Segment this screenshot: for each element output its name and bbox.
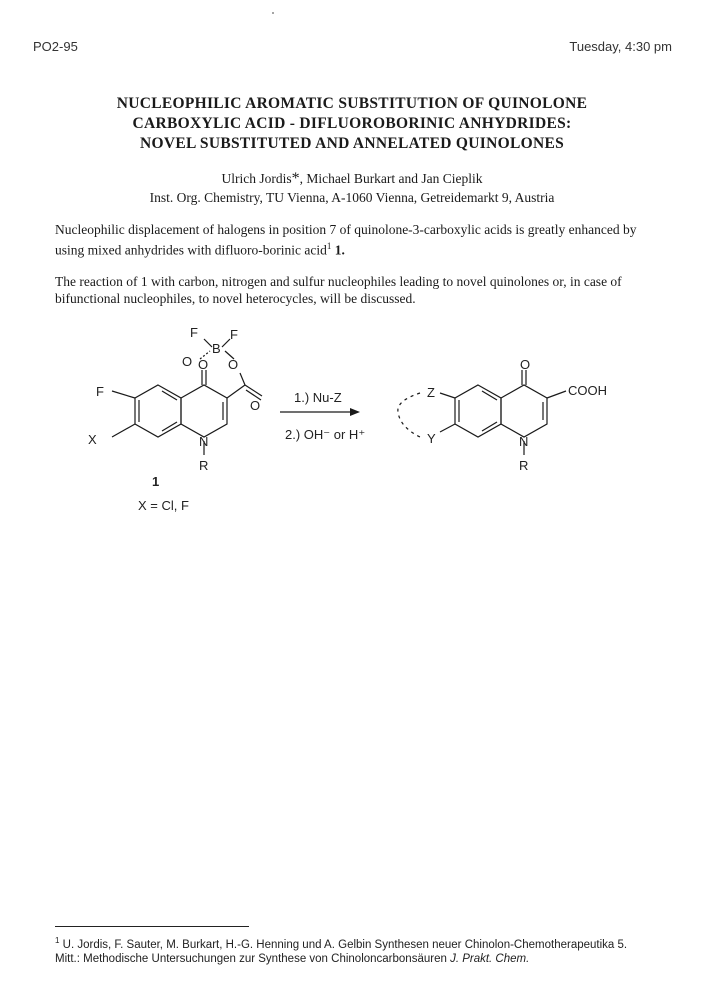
reaction-arrow (280, 408, 360, 416)
scan-speck (272, 12, 274, 14)
product-COOH-label: COOH (568, 383, 607, 398)
condition-step-2: 2.) OH⁻ or H⁺ (285, 427, 366, 442)
reactant-benzene-ring (135, 385, 181, 437)
title-line-2: CARBOXYLIC ACID - DIFLUOROBORINIC ANHYDRIDES: (132, 115, 572, 132)
reactant-keto-O-label: O (198, 357, 209, 372)
session-time: Tuesday, 4:30 pm (569, 39, 672, 54)
footnote (55, 934, 655, 966)
product-N-label: N (519, 434, 529, 449)
boron-F2-label: F (230, 327, 238, 342)
boron-label: B (212, 341, 221, 356)
product-Z-label: Z (427, 385, 435, 400)
reactant-F-label: F (96, 384, 104, 399)
author-list (0, 169, 704, 188)
author-jordis: Ulrich Jordis (221, 171, 292, 186)
footnote-text: U. Jordis, F. Sauter, M. Burkart, H.-G. Henning und A. Gelbin Synthesen neuer Chinolon-Chemotherapeutika 5. Mitt.: Methodische Untersuchungen zur Synthese von Chinoloncarbonsäuren (55, 938, 628, 965)
annelation-arc (398, 393, 420, 437)
footnote-journal: J. Prakt. Chem. (450, 952, 530, 965)
reactant-N-label: N (199, 434, 209, 449)
corresponding-star: * (291, 170, 300, 187)
abstract-p1-text: Nucleophilic displacement of halogens in position 7 of quinolone-3-carboxylic acids is greatly enhanced by using mixed anhydrides with difluoro-borinic acid (55, 222, 637, 258)
reactant-chelate-O-label: O (182, 354, 193, 369)
reactant-pyridone-ring (181, 385, 227, 437)
author-others: , Michael Burkart and Jan Cieplik (299, 171, 483, 186)
product-pyridone-ring (501, 385, 547, 437)
reaction-scheme (0, 315, 704, 520)
compound-number: 1 (152, 474, 160, 489)
footnote-marker: 1 (55, 936, 60, 945)
abstract-paragraph-2: The reaction of 1 with carbon, nitrogen and sulfur nucleophiles leading to novel quinolones or, in case of bifunctional nucleophiles, to novel heterocycles, will be discussed. (55, 274, 622, 306)
product-O-label: O (520, 357, 531, 372)
footnote-rule (55, 926, 249, 927)
reactant-ester-O-label: O (228, 357, 239, 372)
reactant-X-label: X (88, 432, 97, 447)
ref-marker: 1 (326, 241, 332, 251)
product-structure (398, 370, 566, 455)
affiliation: Inst. Org. Chemistry, TU Vienna, A-1060 Vienna, Getreidemarkt 9, Austria (149, 190, 555, 205)
product-benzene-ring (455, 385, 501, 437)
condition-step-1: 1.) Nu-Z (294, 390, 342, 405)
poster-code: PO2-95 (33, 39, 78, 54)
reactant-carbonyl-O-label: O (250, 398, 261, 413)
reactant-R-label: R (199, 458, 209, 473)
abstract-paragraph-1 (55, 221, 655, 259)
title-line-1: NUCLEOPHILIC AROMATIC SUBSTITUTION OF QUINOLONE (116, 95, 588, 112)
author-block (0, 169, 704, 207)
substituent-note: X = Cl, F (138, 498, 189, 513)
product-R-label: R (519, 458, 529, 473)
abstract-p1-end: 1. (331, 242, 345, 258)
paper-title (0, 94, 704, 154)
boron-F1-label: F (190, 325, 198, 340)
product-Y-label: Y (427, 431, 436, 446)
title-line-3: NOVEL SUBSTITUTED AND ANNELATED QUINOLONES (139, 135, 565, 152)
